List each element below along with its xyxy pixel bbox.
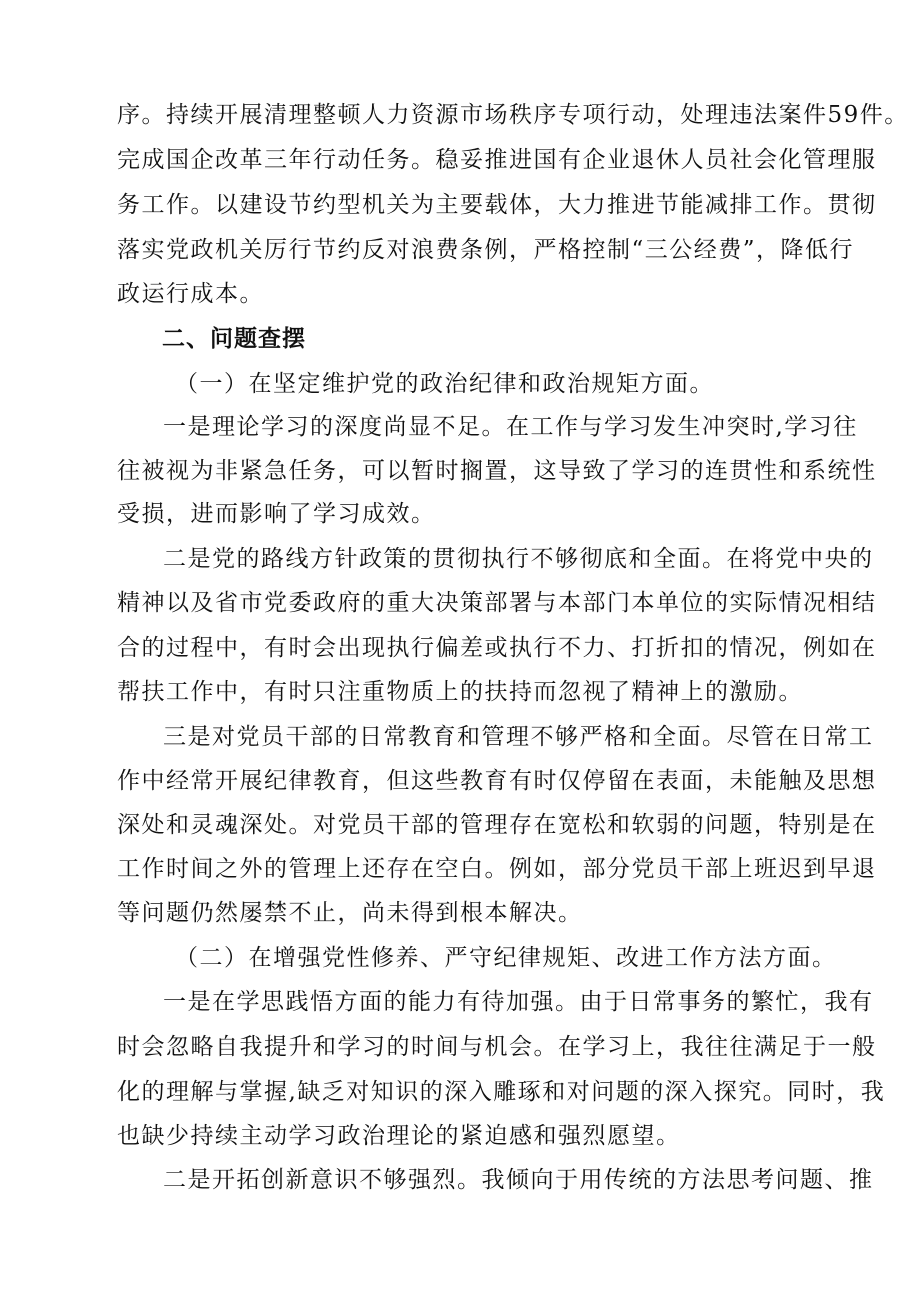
paragraph-line: 工作时间之外的管理上还存在空白。例如，部分党员干部上班迟到早退 bbox=[117, 856, 877, 882]
paragraph-line: 合的过程中，有时会出现执行偏差或执行不力、打折扣的情况，例如在 bbox=[117, 635, 877, 661]
paragraph-line: 二是党的路线方针政策的贯彻执行不够彻底和全面。在将党中央的 bbox=[163, 546, 874, 572]
intro-line: 务工作。以建设节约型机关为主要载体，大力推进节能减排工作。贯彻 bbox=[117, 192, 877, 218]
subsection-title: （一）在坚定维护党的政治纪律和政治规矩方面。 bbox=[175, 371, 714, 397]
intro-line: 政运行成本。 bbox=[117, 281, 264, 307]
intro-line: 序。持续开展清理整顿人力资源市场秩序专项行动，处理违法案件59件。 bbox=[117, 102, 909, 128]
paragraph-line: 三是对党员干部的日常教育和管理不够严格和全面。尽管在日常工 bbox=[163, 724, 874, 750]
paragraph-line: 作中经常开展纪律教育，但这些教育有时仅停留在表面，未能触及思想 bbox=[117, 768, 877, 794]
paragraph-line: 精神以及省市党委政府的重大决策部署与本部门本单位的实际情况相结 bbox=[117, 590, 877, 616]
section-heading: 二、问题查摆 bbox=[162, 326, 306, 352]
paragraph-line: 时会忽略自我提升和学习的时间与机会。在学习上，我往往满足于一般 bbox=[117, 1034, 877, 1060]
paragraph-line: 化的理解与掌握,缺乏对知识的深入雕琢和对问题的深入探究。同时，我 bbox=[117, 1079, 886, 1105]
subsection-title: （二）在增强党性修养、严守纪律规矩、改进工作方法方面。 bbox=[175, 945, 837, 971]
intro-line: 完成国企改革三年行动任务。稳妥推进国有企业退休人员社会化管理服 bbox=[117, 147, 877, 173]
paragraph-line: 受损，进而影响了学习成效。 bbox=[117, 501, 436, 527]
paragraph-line: 深处和灵魂深处。对党员干部的管理存在宽松和软弱的问题，特别是在 bbox=[117, 812, 877, 838]
paragraph-line: 等问题仍然屡禁不止，尚未得到根本解决。 bbox=[117, 900, 583, 926]
paragraph-line: 二是开拓创新意识不够强烈。我倾向于用传统的方法思考问题、推 bbox=[163, 1167, 874, 1193]
paragraph-line: 帮扶工作中，有时只注重物质上的扶持而忽视了精神上的激励。 bbox=[117, 679, 803, 705]
paragraph-line: 一是在学思践悟方面的能力有待加强。由于日常事务的繁忙，我有 bbox=[163, 989, 874, 1015]
paragraph-line: 一是理论学习的深度尚显不足。在工作与学习发生冲突时,学习往 bbox=[163, 414, 858, 440]
paragraph-line: 往被视为非紧急任务，可以暂时搁置，这导致了学习的连贯性和系统性 bbox=[117, 458, 877, 484]
intro-line: 落实党政机关厉行节约反对浪费条例，严格控制“三公经费”，降低行 bbox=[117, 237, 855, 263]
paragraph-line: 也缺少持续主动学习政治理论的紧迫感和强烈愿望。 bbox=[117, 1123, 681, 1149]
